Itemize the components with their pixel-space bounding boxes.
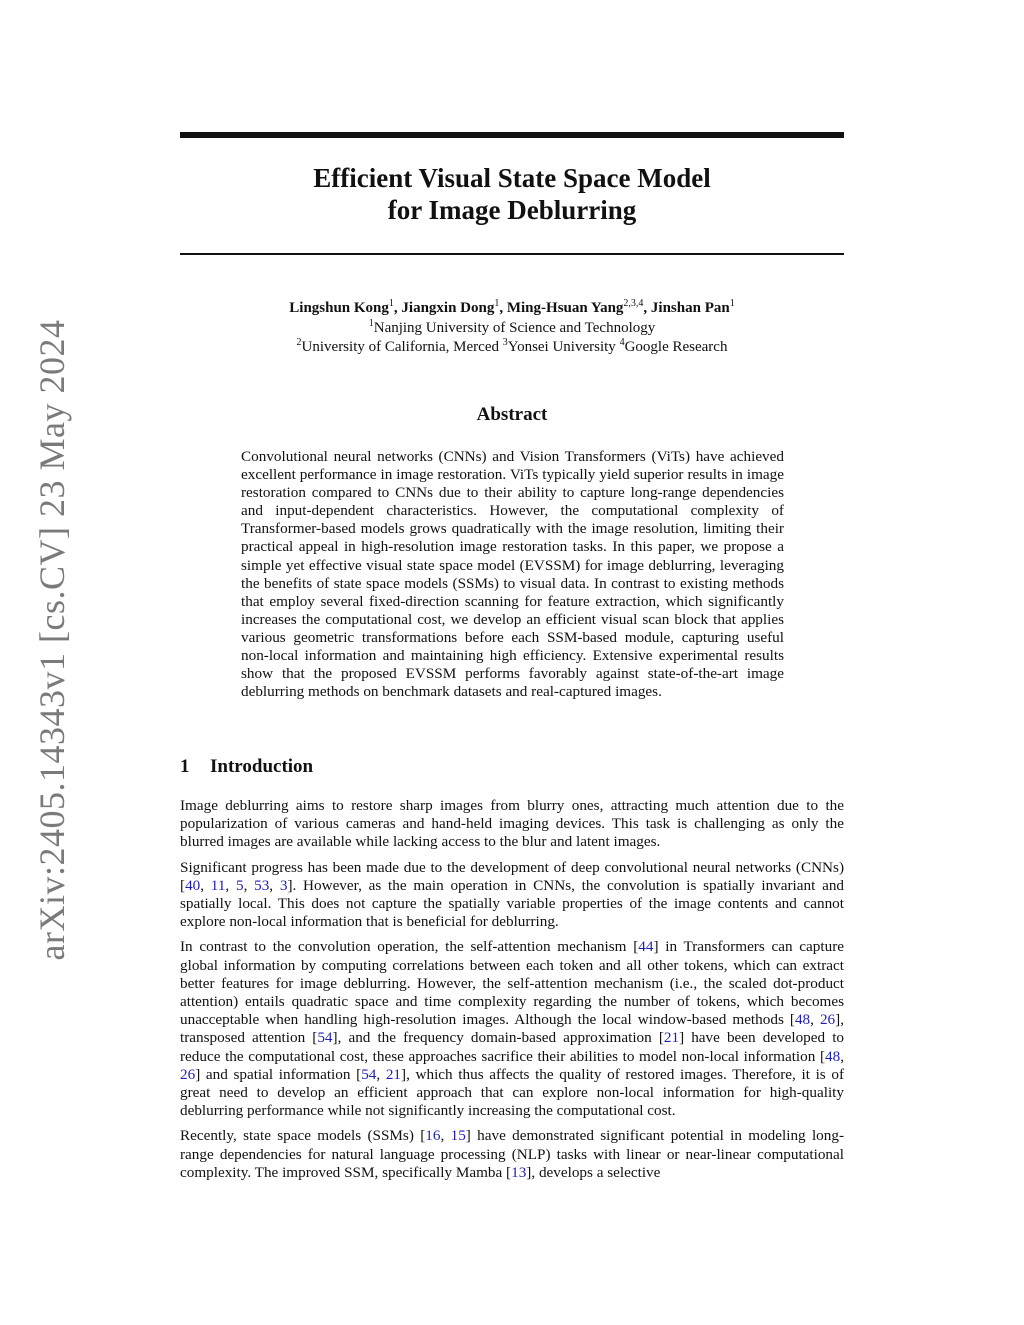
affiliation-line-2: $^2$University of California, Merced $^3$Yonsei University $^4$Google Research (296, 337, 728, 355)
citation-link[interactable]: 26 (819, 1011, 836, 1029)
citation-link[interactable]: 21 (663, 1029, 680, 1047)
citation-link[interactable]: 11 (210, 876, 226, 894)
author-name: Lingshun Kong (289, 300, 389, 316)
citation-link[interactable]: 26 (180, 1065, 196, 1083)
author-affiliation-mark: 1 (494, 298, 500, 309)
citation-link[interactable]: 15 (450, 1127, 466, 1145)
citation-link[interactable]: 48 (825, 1047, 841, 1065)
title-line-1: Efficient Visual State Space Model (313, 163, 711, 193)
intro-paragraph: Recently, state space models (SSMs) [16, 15] have demonstrated significant potential in modeling long-range dependencies for natural language processing (NLP) tasks with linear or near-linear computational complexity. The improved SSM, specifically Mamba [13], develops a selective (180, 1127, 845, 1181)
citation-link[interactable]: 5 (235, 876, 244, 894)
citation-link[interactable]: 48 (794, 1011, 811, 1029)
author-block (180, 299, 844, 358)
author-name: Jinshan Pan (650, 300, 730, 316)
citation-link[interactable]: 54 (317, 1029, 333, 1047)
intro-paragraph: In contrast to the convolution operation, the self-attention mechanism [44] in Transformers can capture global information by computing correlations between each token and all other tokens, which can extract better features for image deblurring. However, the self-attention mechanism (i.e., the scaled dot-product attention) entails quadratic space and time complexity regarding the number of tokens, which becomes unacceptable when handling high-resolution images. Although the local window-based methods [48, 26], transposed attention [54], and the frequency domain-based approximation [21] have been developed to reduce the computational cost, these approaches sacrifice their abilities to model non-local information [48, 26] and spatial information [54, 21], which thus affects the quality of restored images. Therefore, it is of great need to develop an efficient approach that can explore non-local information for high-quality deblurring performance while not significantly increasing the computational cost. (180, 938, 845, 1120)
citation-link[interactable]: 53 (254, 876, 270, 894)
section-number: 1 (180, 756, 190, 777)
intro-paragraph: Significant progress has been made due to the development of deep convolutional neural networks (CNNs) [40, 11, 5, 53, 3]. However, as the main operation in CNNs, the convolution is spatially invariant and spatially local. This does not capture the spatially variable properties of the image contents and cannot explore non-local information that is beneficial for deblurring. (180, 858, 845, 931)
citation-link[interactable]: 3 (279, 876, 288, 894)
introduction-body (180, 797, 844, 1189)
title-line-2: for Image Deblurring (387, 195, 637, 225)
citation-link[interactable]: 40 (185, 876, 201, 894)
intro-paragraph: Image deblurring aims to restore sharp images from blurry ones, attracting much attention due to the popularization of various cameras and hand-held imaging devices. This task is challenging as only the blurred images are available while lacking access to the blur and latent images. (180, 797, 844, 851)
title-rule-bottom (180, 253, 844, 255)
author-affiliation-mark: 2,3,4 (623, 298, 644, 309)
author-names: Lingshun Kong$^1$, Jiangxin Dong$^1$, Ming-Hsuan Yang$^{2,3,4}$, Jinshan Pan$^1$ (289, 298, 735, 316)
title-rule-top (180, 132, 844, 138)
section-heading-introduction (180, 756, 313, 778)
author-name: Ming-Hsuan Yang (506, 300, 624, 316)
citation-link[interactable]: 44 (638, 938, 654, 956)
citation-link[interactable]: 21 (385, 1065, 402, 1083)
citation-link[interactable]: 13 (511, 1163, 527, 1181)
author-name: Jiangxin Dong (401, 300, 495, 316)
citation-link[interactable]: 16 (425, 1127, 441, 1145)
affiliation-line-1: $^1$Nanjing University of Science and Technology (368, 317, 656, 336)
citation-link[interactable]: 54 (361, 1065, 377, 1083)
abstract-text: Convolutional neural networks (CNNs) and Vision Transformers (ViTs) have achieved excellent performance in image restoration. ViTs typically yield superior results in image restoration compared to CNNs due to their ability to capture long-range dependencies and input-dependent characteristics. However, the computational complexity of Transformer-based models grows quadratically with the image resolution, limiting their practical appeal in high-resolution image restoration tasks. In this paper, we propose a simple yet effective visual state space model (EVSSM) for image deblurring, leveraging the benefits of state space models (SSMs) to visual data. In contrast to existing methods that employ several fixed-direction scanning for feature extraction, which significantly increases the computational cost, we develop an efficient visual scan block that applies various geometric transformations before each SSM-based module, capturing useful non-local information and maintaining high efficiency. Extensive experimental results show that the proposed EVSSM performs favorably against state-of-the-art image deblurring methods on benchmark datasets and real-captured images. (241, 448, 784, 701)
section-title: Introduction (210, 756, 314, 777)
paper-title (180, 162, 844, 226)
abstract-heading: Abstract (476, 404, 548, 425)
arxiv-identifier: arXiv:2405.14343v1 [cs.CV] 23 May 2024 (32, 319, 72, 961)
author-affiliation-mark: 1 (729, 298, 735, 309)
author-affiliation-mark: 1 (388, 298, 394, 309)
